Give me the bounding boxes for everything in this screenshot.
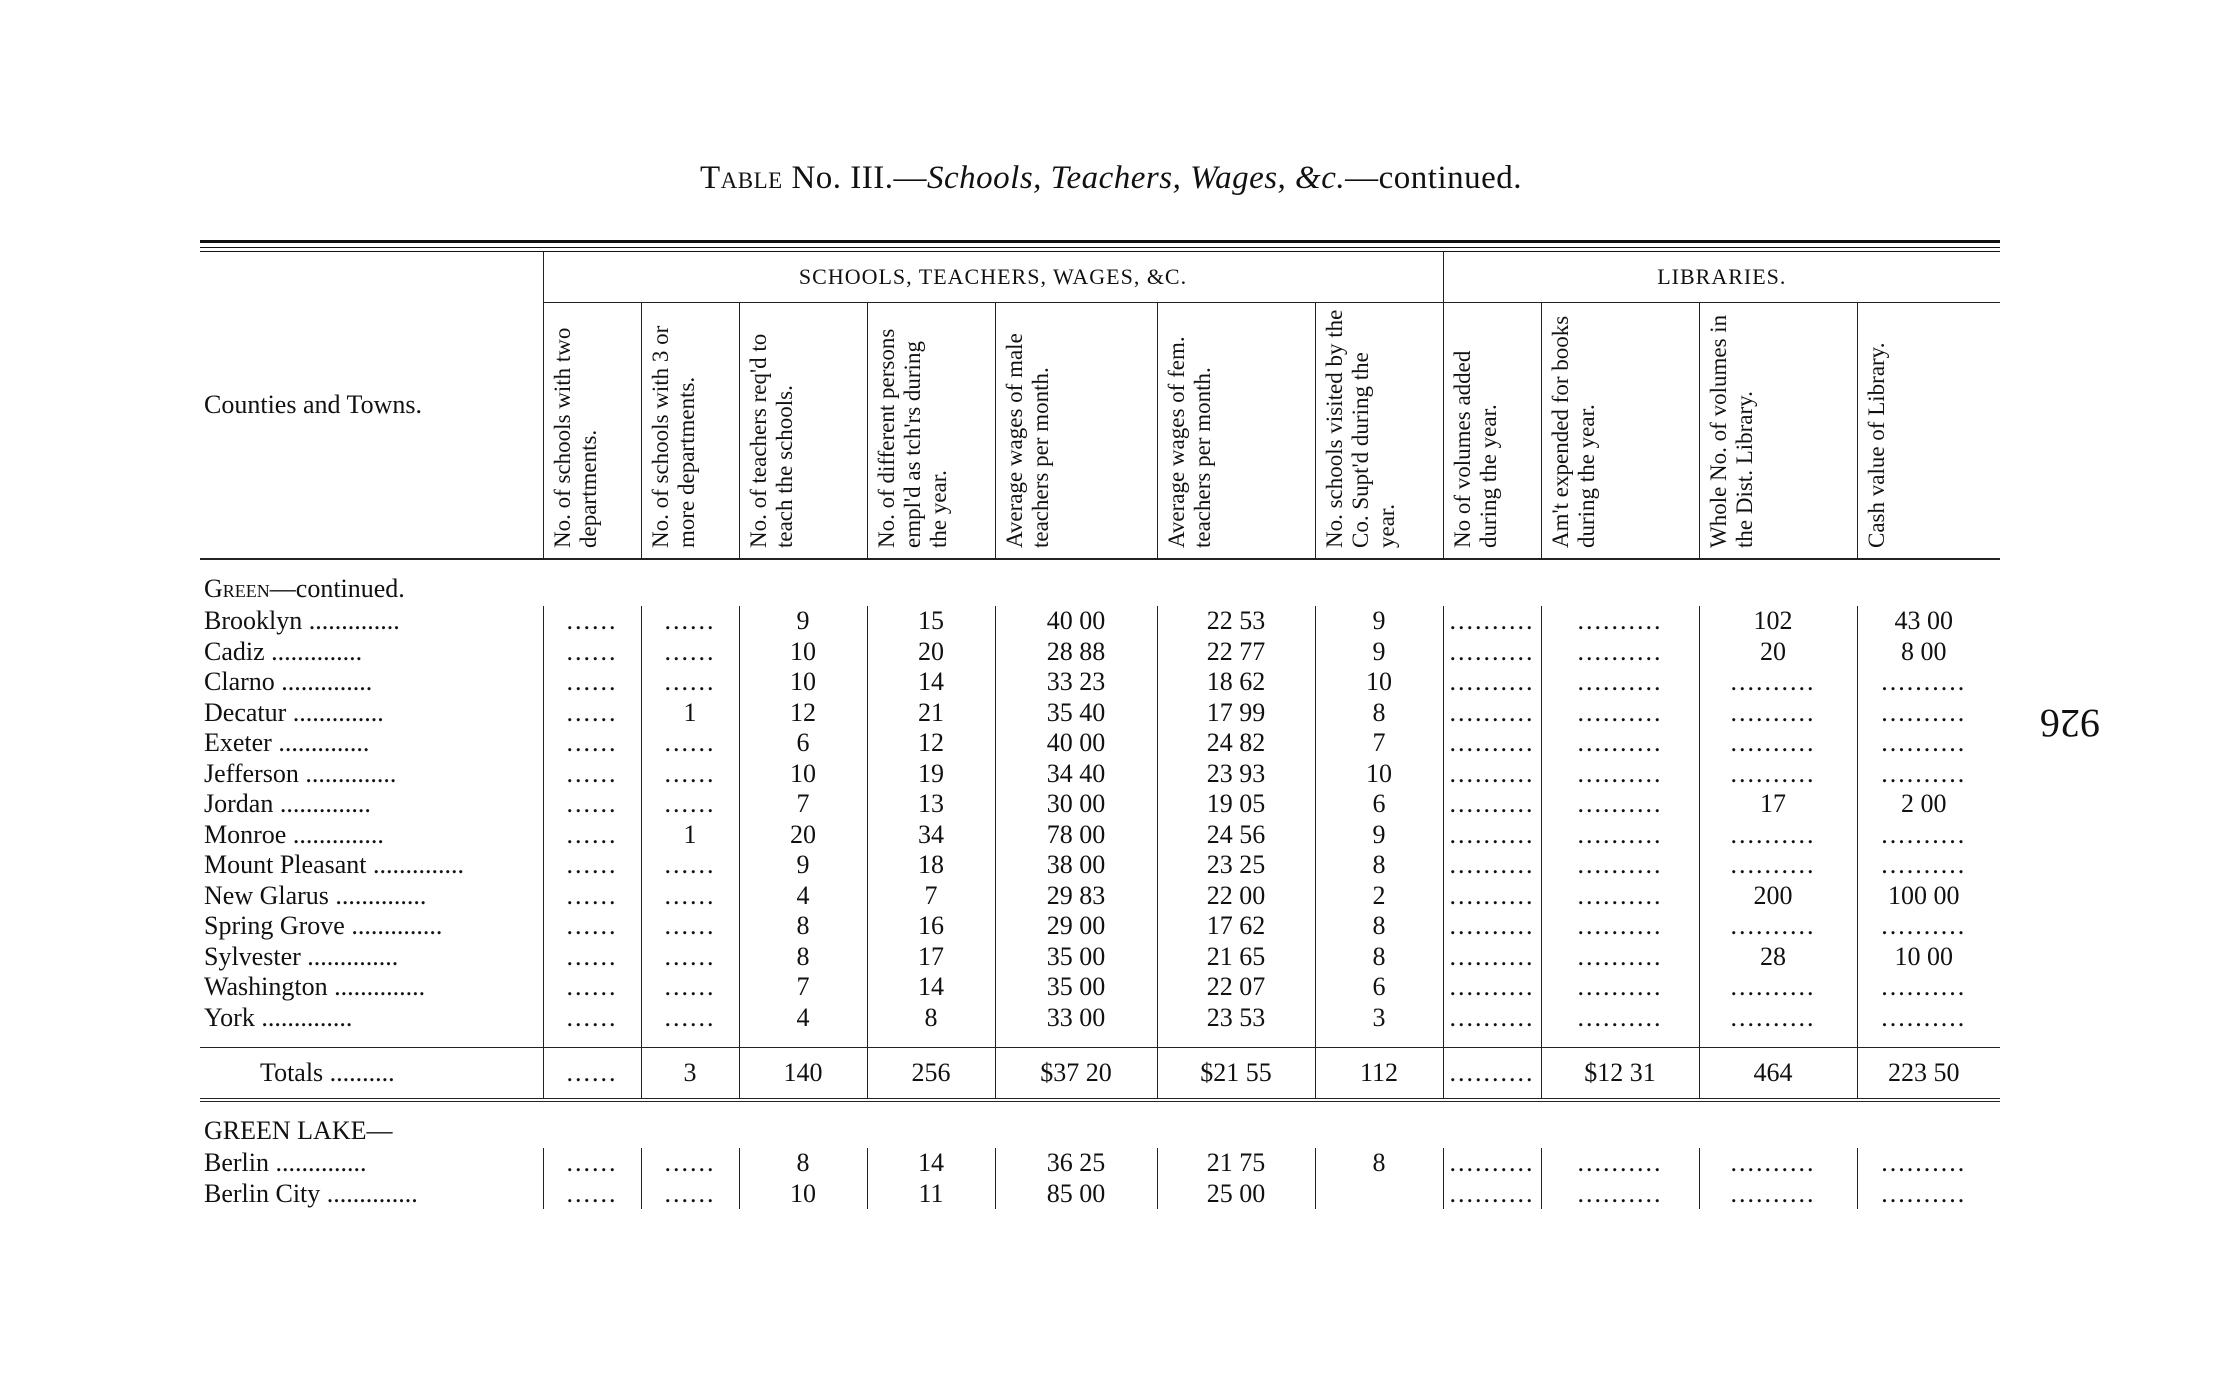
cell-c1: ...... — [543, 1048, 641, 1101]
cell-c3: 6 — [739, 728, 867, 759]
town-name — [200, 728, 543, 759]
cell-c3: 140 — [739, 1048, 867, 1101]
dot-leader: .............. — [271, 728, 370, 758]
cell-c10: .......... — [1699, 1003, 1857, 1034]
cell-c5: 38 00 — [995, 850, 1157, 881]
cell-c11: .......... — [1857, 728, 2000, 759]
cell-c5: $37 20 — [995, 1048, 1157, 1101]
cell-c8: .......... — [1443, 1003, 1541, 1034]
col-header-cash-value: Cash value of Library. — [1857, 303, 2000, 560]
town-label: Clarno — [204, 667, 275, 697]
cell-c1: ...... — [543, 1148, 641, 1179]
town-name — [200, 606, 543, 637]
county-heading: GREEN LAKE— — [204, 1116, 393, 1145]
table-row — [200, 667, 2000, 698]
town-label: Berlin City — [204, 1178, 321, 1208]
dot-leader: .......... — [323, 1058, 395, 1087]
table-row — [200, 637, 2000, 668]
spacer-cell — [739, 1033, 867, 1048]
town-name — [200, 820, 543, 851]
cell-c11: .......... — [1857, 850, 2000, 881]
cell-c6: 17 62 — [1157, 911, 1315, 942]
cell-c2: 1 — [641, 820, 739, 851]
cell-c5: 28 88 — [995, 637, 1157, 668]
dot-leader: .............. — [344, 911, 443, 941]
libraries-group-header: LIBRARIES. — [1443, 252, 2000, 303]
cell-c9: .......... — [1541, 789, 1699, 820]
cell-c4: 7 — [867, 881, 995, 912]
town-label: Jordan — [204, 789, 274, 819]
cell-c8: .......... — [1443, 789, 1541, 820]
town-name — [200, 1003, 543, 1034]
cell-c5: 34 40 — [995, 759, 1157, 790]
table-row — [200, 972, 2000, 1003]
table-row — [200, 606, 2000, 637]
cell-c9: .......... — [1541, 1179, 1699, 1210]
cell-c6: 19 05 — [1157, 789, 1315, 820]
cell-c11: .......... — [1857, 1003, 2000, 1034]
cell-c9: .......... — [1541, 759, 1699, 790]
cell-c2: ...... — [641, 637, 739, 668]
dot-leader: .............. — [328, 880, 427, 910]
cell-c11: 43 00 — [1857, 606, 2000, 637]
town-label: Brooklyn — [204, 606, 303, 636]
cell-c6: 17 99 — [1157, 698, 1315, 729]
cell-c1: ...... — [543, 698, 641, 729]
cell-c3: 9 — [739, 850, 867, 881]
cell-c7: 9 — [1315, 637, 1443, 668]
dot-leader: .............. — [269, 1148, 367, 1178]
cell-c5: 29 00 — [995, 911, 1157, 942]
cell-c6: 21 65 — [1157, 942, 1315, 973]
cell-c4: 256 — [867, 1048, 995, 1101]
cell-c2: 1 — [641, 698, 739, 729]
cell-c3: 10 — [739, 637, 867, 668]
spacer-cell — [543, 1033, 641, 1048]
cell-c7: 112 — [1315, 1048, 1443, 1101]
town-label: Berlin — [204, 1148, 269, 1178]
cell-c5: 35 00 — [995, 942, 1157, 973]
table-row — [200, 759, 2000, 790]
spacer-cell — [1857, 1033, 2000, 1048]
cell-c10: 28 — [1699, 942, 1857, 973]
table-title — [0, 160, 2222, 197]
cell-c5: 78 00 — [995, 820, 1157, 851]
cell-c6: 23 93 — [1157, 759, 1315, 790]
cell-c4: 16 — [867, 911, 995, 942]
town-name — [200, 850, 543, 881]
statistics-table — [200, 252, 2000, 1209]
cell-c4: 14 — [867, 667, 995, 698]
totals-row — [200, 1048, 2000, 1101]
cell-c4: 13 — [867, 789, 995, 820]
cell-c7: 3 — [1315, 1003, 1443, 1034]
cell-c5: 29 83 — [995, 881, 1157, 912]
cell-c10: .......... — [1699, 911, 1857, 942]
cell-c1: ...... — [543, 1003, 641, 1034]
cell-c10: .......... — [1699, 1148, 1857, 1179]
col-header-volumes-added: No of volumes added during the year. — [1443, 303, 1541, 560]
cell-c1: ...... — [543, 606, 641, 637]
col-header-amount-expended: Am't expended for books during the year. — [1541, 303, 1699, 560]
cell-c4: 18 — [867, 850, 995, 881]
cell-c10: 200 — [1699, 881, 1857, 912]
cell-c3: 20 — [739, 820, 867, 851]
cell-c7: 9 — [1315, 606, 1443, 637]
cell-c4: 17 — [867, 942, 995, 973]
table-row — [200, 728, 2000, 759]
cell-c1: ...... — [543, 820, 641, 851]
cell-c1: ...... — [543, 881, 641, 912]
cell-c5: 85 00 — [995, 1179, 1157, 1210]
cell-c11: 8 00 — [1857, 637, 2000, 668]
cell-c10: .......... — [1699, 1179, 1857, 1210]
cell-c11: .......... — [1857, 820, 2000, 851]
cell-c9: .......... — [1541, 911, 1699, 942]
cell-c1: ...... — [543, 728, 641, 759]
cell-c7: 10 — [1315, 759, 1443, 790]
cell-c11: .......... — [1857, 667, 2000, 698]
dot-leader: .............. — [302, 606, 400, 636]
spacer-cell — [867, 1033, 995, 1048]
dot-leader: .............. — [254, 1002, 353, 1032]
cell-c11: .......... — [1857, 1179, 2000, 1210]
cell-c5: 40 00 — [995, 606, 1157, 637]
town-label: Sylvester — [204, 941, 301, 971]
header-group-row — [200, 252, 2000, 303]
cell-c3: 7 — [739, 972, 867, 1003]
cell-c2: ...... — [641, 667, 739, 698]
cell-c8: .......... — [1443, 911, 1541, 942]
cell-c6: $21 55 — [1157, 1048, 1315, 1101]
cell-c8: .......... — [1443, 606, 1541, 637]
cell-c6: 21 75 — [1157, 1148, 1315, 1179]
cell-c8: .......... — [1443, 942, 1541, 973]
page-number: 926 — [2040, 701, 2100, 746]
cell-c1: ...... — [543, 759, 641, 790]
cell-c7: 8 — [1315, 942, 1443, 973]
town-name — [200, 667, 543, 698]
col-header-schools-visited: No. schools visited by the Co. Supt'd during the year. — [1315, 303, 1443, 560]
cell-c6: 22 53 — [1157, 606, 1315, 637]
cell-c9: .......... — [1541, 698, 1699, 729]
col-header-three-departments: No. of schools with 3 or more departments. — [641, 303, 739, 560]
cell-c2: ...... — [641, 1148, 739, 1179]
cell-c9: .......... — [1541, 1148, 1699, 1179]
cell-c8: .......... — [1443, 637, 1541, 668]
cell-c5: 35 40 — [995, 698, 1157, 729]
cell-c3: 9 — [739, 606, 867, 637]
cell-c4: 14 — [867, 972, 995, 1003]
cell-c10: .......... — [1699, 820, 1857, 851]
cell-c8: .......... — [1443, 667, 1541, 698]
table-row — [200, 881, 2000, 912]
table-row — [200, 1003, 2000, 1034]
cell-c3: 8 — [739, 911, 867, 942]
town-name — [200, 1148, 543, 1179]
town-label: Cadiz — [204, 636, 265, 666]
cell-c7: 8 — [1315, 1148, 1443, 1179]
cell-c9: .......... — [1541, 881, 1699, 912]
table-row — [200, 1148, 2000, 1179]
spacer-row — [200, 1033, 2000, 1048]
town-label: Washington — [204, 972, 328, 1002]
town-label: Spring Grove — [204, 911, 345, 941]
dot-leader: .............. — [274, 667, 373, 697]
title-italic: Schools, Teachers, Wages, &c. — [927, 160, 1346, 196]
table-body — [200, 559, 2000, 1209]
cell-c8: .......... — [1443, 1048, 1541, 1101]
cell-c4: 8 — [867, 1003, 995, 1034]
cell-c5: 40 00 — [995, 728, 1157, 759]
cell-c3: 10 — [739, 667, 867, 698]
cell-c9: .......... — [1541, 1003, 1699, 1034]
cell-c2: ...... — [641, 1003, 739, 1034]
cell-c11: .......... — [1857, 759, 2000, 790]
town-name — [200, 881, 543, 912]
cell-c1: ...... — [543, 911, 641, 942]
cell-c8: .......... — [1443, 698, 1541, 729]
cell-c10: .......... — [1699, 850, 1857, 881]
cell-c10: .......... — [1699, 972, 1857, 1003]
cell-c11: 2 00 — [1857, 789, 2000, 820]
cell-c3: 12 — [739, 698, 867, 729]
cell-c10: 17 — [1699, 789, 1857, 820]
town-label: New Glarus — [204, 880, 329, 910]
cell-c1: ...... — [543, 850, 641, 881]
dot-leader: .............. — [366, 850, 464, 880]
cell-c1: ...... — [543, 789, 641, 820]
cell-c2: ...... — [641, 606, 739, 637]
town-name — [200, 759, 543, 790]
schools-group-header: SCHOOLS, TEACHERS, WAGES, &C. — [543, 252, 1443, 303]
col-header-male-wages: Average wages of male teachers per month. — [995, 303, 1157, 560]
cell-c6: 22 00 — [1157, 881, 1315, 912]
town-name — [200, 789, 543, 820]
cell-c6: 23 25 — [1157, 850, 1315, 881]
town-label: Decatur — [204, 697, 287, 727]
top-rule — [200, 240, 2000, 243]
cell-c4: 15 — [867, 606, 995, 637]
dot-leader: .............. — [273, 789, 371, 819]
cell-c2: ...... — [641, 942, 739, 973]
cell-c6: 23 53 — [1157, 1003, 1315, 1034]
table-row — [200, 1179, 2000, 1210]
table-row — [200, 942, 2000, 973]
col-header-female-wages: Average wages of fem. teachers per month. — [1157, 303, 1315, 560]
spacer-cell — [1157, 1033, 1315, 1048]
col-header-whole-volumes: Whole No. of volumes in the Dist. Library. — [1699, 303, 1857, 560]
cell-c3: 4 — [739, 1003, 867, 1034]
spacer-cell — [1699, 1033, 1857, 1048]
cell-c8: .......... — [1443, 972, 1541, 1003]
title-prefix: Table — [699, 160, 783, 196]
town-label: Totals — [260, 1058, 324, 1087]
cell-c11: .......... — [1857, 972, 2000, 1003]
dot-leader: .............. — [300, 941, 399, 971]
cell-c11: 100 00 — [1857, 881, 2000, 912]
dot-leader: .............. — [298, 758, 397, 788]
cell-c8: .......... — [1443, 881, 1541, 912]
cell-c11: .......... — [1857, 698, 2000, 729]
table-row — [200, 911, 2000, 942]
town-label: Exeter — [204, 728, 272, 758]
cell-c6: 24 82 — [1157, 728, 1315, 759]
cell-c5: 30 00 — [995, 789, 1157, 820]
town-label: Monroe — [204, 819, 287, 849]
cell-c9: .......... — [1541, 637, 1699, 668]
cell-c10: 20 — [1699, 637, 1857, 668]
cell-c4: 34 — [867, 820, 995, 851]
col-header-two-departments: No. of schools with two departments. — [543, 303, 641, 560]
dot-leader: .............. — [320, 1178, 418, 1208]
cell-c2: ...... — [641, 759, 739, 790]
spacer-cell — [200, 1033, 543, 1048]
cell-c8: .......... — [1443, 728, 1541, 759]
cell-c10: .......... — [1699, 698, 1857, 729]
county-heading-row — [200, 559, 2000, 606]
county-heading — [200, 559, 2000, 606]
cell-c3: 7 — [739, 789, 867, 820]
cell-c5: 33 00 — [995, 1003, 1157, 1034]
cell-c7: 9 — [1315, 820, 1443, 851]
spacer-cell — [641, 1033, 739, 1048]
cell-c6: 24 56 — [1157, 820, 1315, 851]
cell-c9: .......... — [1541, 667, 1699, 698]
counties-header: Counties and Towns. — [200, 252, 543, 559]
cell-c9: .......... — [1541, 850, 1699, 881]
cell-c2: ...... — [641, 881, 739, 912]
cell-c9: .......... — [1541, 942, 1699, 973]
county-heading-row — [200, 1100, 2000, 1148]
cell-c3: 8 — [739, 942, 867, 973]
cell-c8: .......... — [1443, 1179, 1541, 1210]
col-header-teachers-required: No. of teachers req'd to teach the schools. — [739, 303, 867, 560]
cell-c1: ...... — [543, 942, 641, 973]
cell-c10: .......... — [1699, 667, 1857, 698]
cell-c9: .......... — [1541, 972, 1699, 1003]
cell-c4: 11 — [867, 1179, 995, 1210]
cell-c7: 8 — [1315, 850, 1443, 881]
cell-c8: .......... — [1443, 850, 1541, 881]
totals-label — [200, 1048, 543, 1101]
cell-c9: .......... — [1541, 820, 1699, 851]
cell-c11: .......... — [1857, 1148, 2000, 1179]
cell-c4: 12 — [867, 728, 995, 759]
town-label: Mount Pleasant — [204, 850, 367, 880]
cell-c7: 7 — [1315, 728, 1443, 759]
town-label: York — [204, 1002, 255, 1032]
table-row — [200, 850, 2000, 881]
title-number: No. III.— — [791, 160, 927, 196]
cell-c11: 223 50 — [1857, 1048, 2000, 1101]
table-row — [200, 820, 2000, 851]
cell-c10: 464 — [1699, 1048, 1857, 1101]
dot-leader: .............. — [264, 636, 363, 666]
cell-c1: ...... — [543, 972, 641, 1003]
town-name — [200, 698, 543, 729]
cell-c7: 8 — [1315, 911, 1443, 942]
cell-c2: ...... — [641, 972, 739, 1003]
cell-c11: 10 00 — [1857, 942, 2000, 973]
town-name — [200, 942, 543, 973]
town-label: Jefferson — [204, 758, 299, 788]
cell-c1: ...... — [543, 1179, 641, 1210]
spacer-cell — [1443, 1033, 1541, 1048]
cell-c4: 19 — [867, 759, 995, 790]
cell-c9: .......... — [1541, 606, 1699, 637]
cell-c3: 10 — [739, 1179, 867, 1210]
dot-leader: .............. — [286, 819, 384, 849]
cell-c5: 33 23 — [995, 667, 1157, 698]
table-row — [200, 789, 2000, 820]
cell-c3: 4 — [739, 881, 867, 912]
cell-c9: .......... — [1541, 728, 1699, 759]
cell-c1: ...... — [543, 637, 641, 668]
top-rule-thin — [200, 247, 2000, 248]
cell-c8: .......... — [1443, 1148, 1541, 1179]
dot-leader: .............. — [327, 972, 426, 1002]
cell-c6: 18 62 — [1157, 667, 1315, 698]
cell-c2: ...... — [641, 728, 739, 759]
cell-c2: 3 — [641, 1048, 739, 1101]
cell-c4: 21 — [867, 698, 995, 729]
cell-c10: .......... — [1699, 728, 1857, 759]
title-suffix: —continued. — [1345, 160, 1523, 196]
cell-c3: 8 — [739, 1148, 867, 1179]
town-name — [200, 972, 543, 1003]
cell-c4: 20 — [867, 637, 995, 668]
cell-c7: 6 — [1315, 789, 1443, 820]
cell-c7: 8 — [1315, 698, 1443, 729]
table-row — [200, 698, 2000, 729]
cell-c2: ...... — [641, 1179, 739, 1210]
spacer-cell — [1541, 1033, 1699, 1048]
cell-c11: .......... — [1857, 911, 2000, 942]
spacer-cell — [1315, 1033, 1443, 1048]
county-name: Green — [204, 574, 270, 603]
cell-c2: ...... — [641, 850, 739, 881]
cell-c7: 10 — [1315, 667, 1443, 698]
spacer-cell — [995, 1033, 1157, 1048]
town-name — [200, 1179, 543, 1210]
cell-c5: 36 25 — [995, 1148, 1157, 1179]
cell-c10: .......... — [1699, 759, 1857, 790]
cell-c2: ...... — [641, 789, 739, 820]
cell-c6: 25 00 — [1157, 1179, 1315, 1210]
col-header-persons-employed: No. of different persons empl'd as tch'rs during the year. — [867, 303, 995, 560]
cell-c6: 22 77 — [1157, 637, 1315, 668]
cell-c7: 6 — [1315, 972, 1443, 1003]
cell-c1: ...... — [543, 667, 641, 698]
cell-c3: 10 — [739, 759, 867, 790]
cell-c8: .......... — [1443, 820, 1541, 851]
cell-c8: .......... — [1443, 759, 1541, 790]
cell-c9: $12 31 — [1541, 1048, 1699, 1101]
county-suffix: —continued. — [269, 574, 405, 603]
cell-c7: 2 — [1315, 881, 1443, 912]
cell-c2: ...... — [641, 911, 739, 942]
town-name — [200, 637, 543, 668]
cell-c4: 14 — [867, 1148, 995, 1179]
dot-leader: .............. — [286, 697, 384, 727]
cell-c6: 22 07 — [1157, 972, 1315, 1003]
cell-c5: 35 00 — [995, 972, 1157, 1003]
cell-c7 — [1315, 1179, 1443, 1210]
cell-c10: 102 — [1699, 606, 1857, 637]
town-name — [200, 911, 543, 942]
